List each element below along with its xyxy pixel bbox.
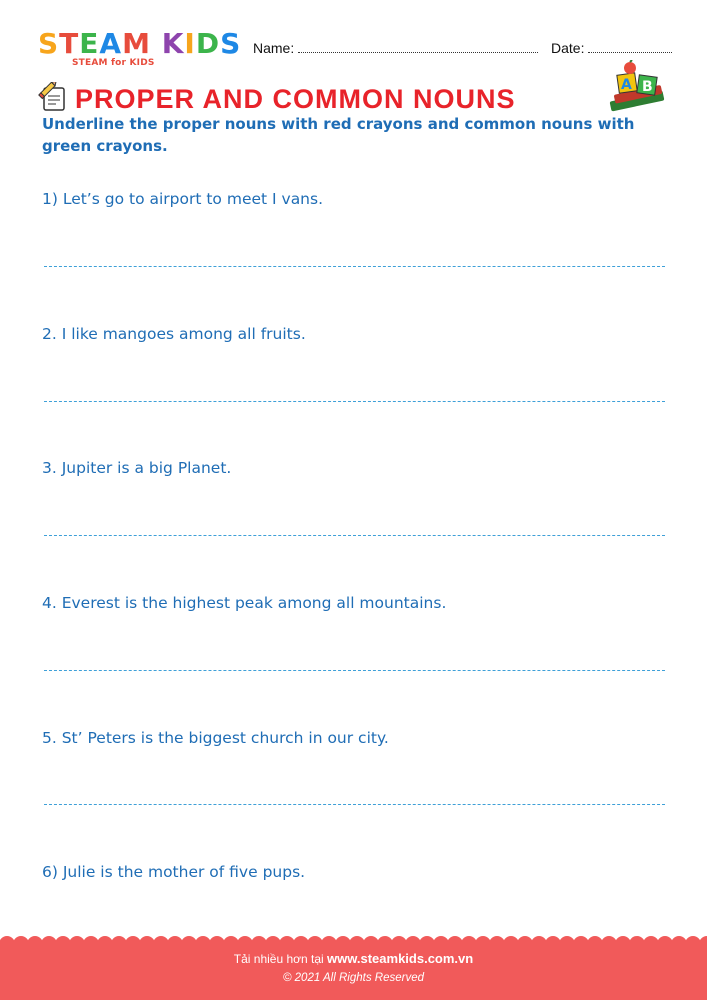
name-field[interactable] — [253, 40, 538, 56]
footer-url-link[interactable]: www.steamkids.com.vn — [327, 951, 474, 966]
question-6: 6) Julie is the mother of five pups. — [42, 863, 306, 881]
svg-text:B: B — [642, 79, 653, 95]
date-blank[interactable] — [588, 40, 672, 53]
logo-letter: E — [79, 27, 100, 60]
logo-letter: S — [38, 27, 60, 60]
logo-letter: M — [122, 27, 151, 60]
name-label: Name: — [253, 40, 295, 56]
logo-letter: S — [220, 27, 242, 60]
footer-download-text — [0, 951, 707, 966]
page-title: PROPER AND COMMON NOUNS — [75, 84, 516, 114]
question-1: 1) Let’s go to airport to meet I vans. — [42, 190, 324, 208]
answer-line-2[interactable] — [44, 401, 665, 402]
logo-letter: K — [161, 27, 185, 60]
logo-letter: A — [99, 27, 123, 60]
pencil-paper-icon — [38, 82, 68, 112]
logo-letter: I — [184, 27, 196, 60]
question-2: 2. I like mangoes among all fruits. — [42, 325, 306, 343]
question-4: 4. Everest is the highest peak among all mountains. — [42, 594, 447, 612]
logo-subtitle: STEAM for KIDS — [72, 58, 155, 68]
question-5: 5. St’ Peters is the biggest church in our city. — [42, 729, 389, 747]
footer-copyright: © 2021 All Rights Reserved — [282, 972, 424, 984]
answer-line-1[interactable] — [44, 266, 665, 267]
answer-line-5[interactable] — [44, 804, 665, 805]
instruction-text: Underline the proper nouns with red crayons and common nouns with green crayons. — [42, 115, 635, 155]
logo-letter — [151, 27, 162, 60]
logo-letter: T — [59, 27, 80, 60]
svg-text:A: A — [621, 77, 632, 93]
date-label: Date: — [551, 40, 585, 56]
abc-book-icon — [606, 60, 668, 116]
footer-prefix: Tải nhiều hơn tại — [233, 952, 328, 966]
logo-letter: D — [195, 27, 221, 60]
name-blank[interactable] — [298, 40, 538, 53]
answer-line-3[interactable] — [44, 535, 665, 536]
steam-kids-logo — [38, 27, 242, 72]
answer-line-4[interactable] — [44, 670, 665, 671]
date-field[interactable] — [551, 40, 672, 56]
question-3: 3. Jupiter is a big Planet. — [42, 459, 232, 477]
logo-wordmark — [38, 27, 242, 60]
